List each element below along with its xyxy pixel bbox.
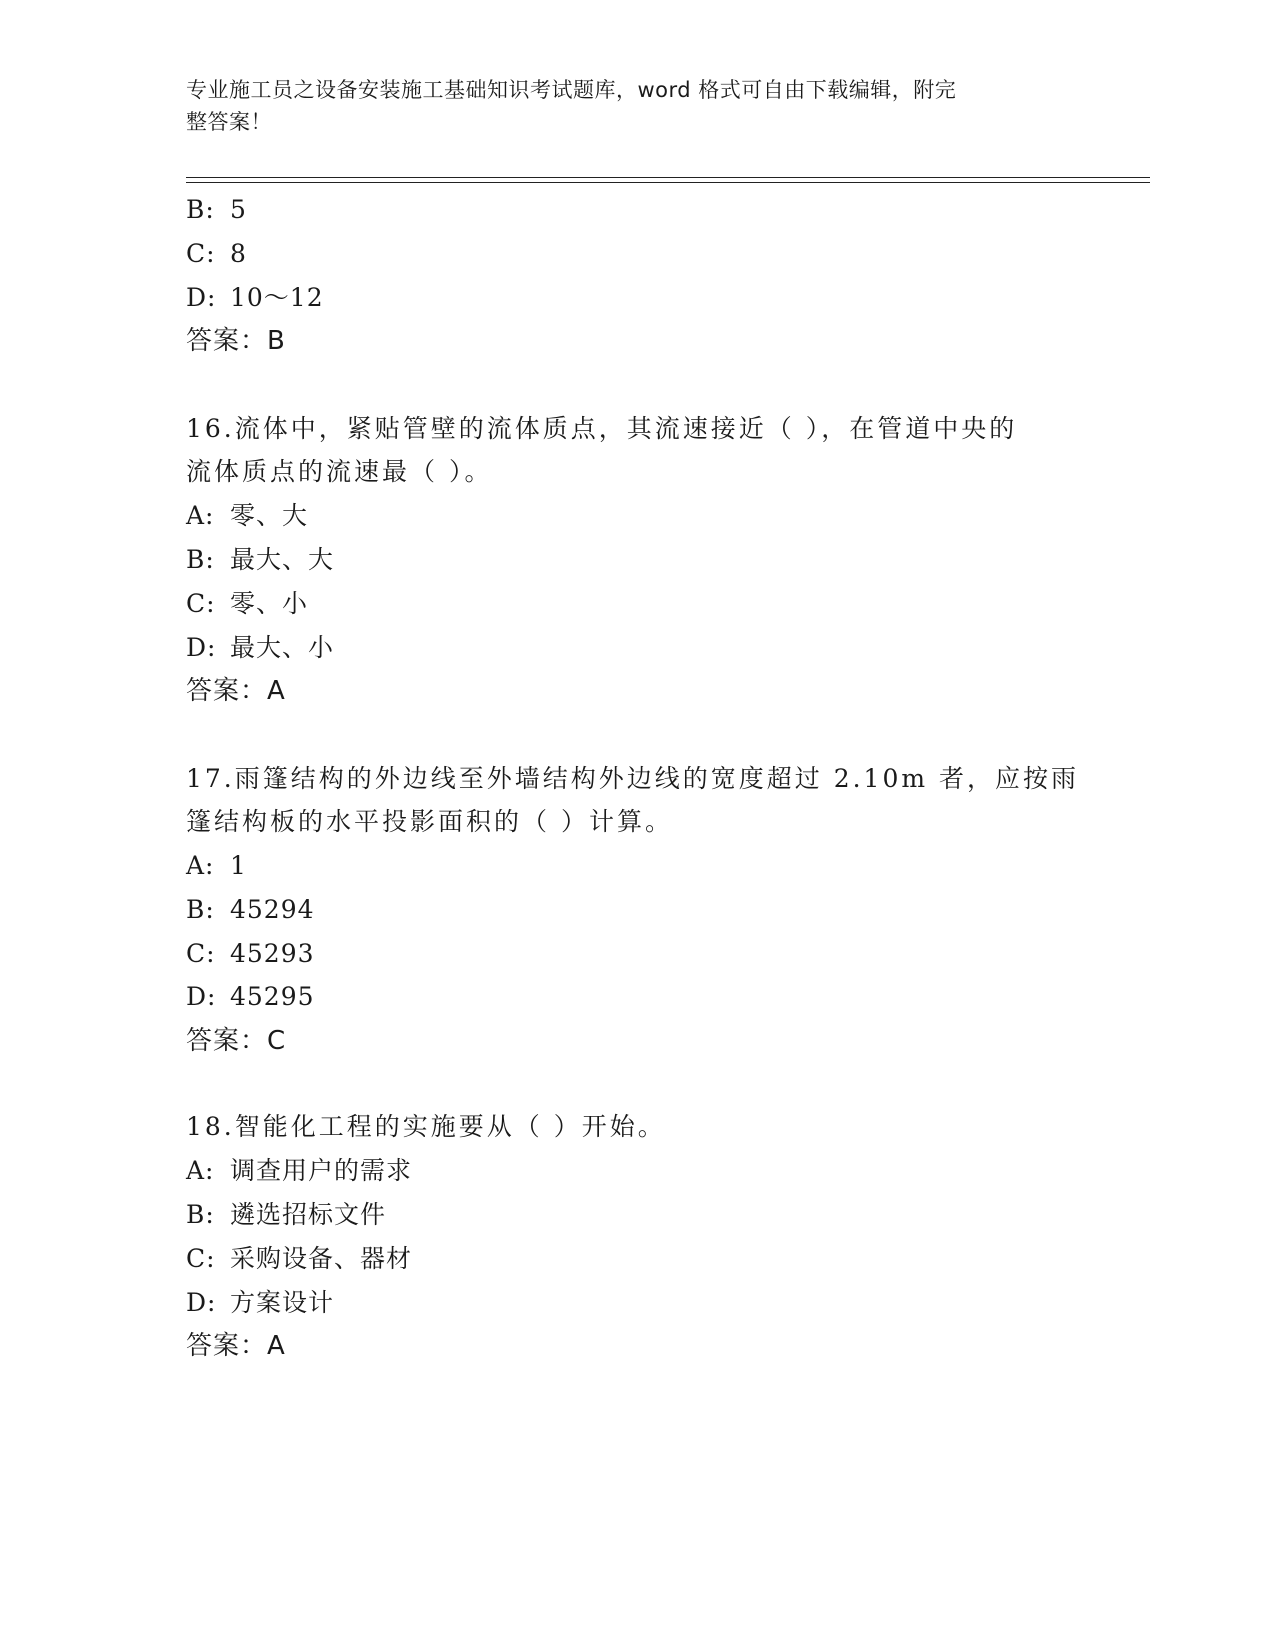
option-letter: A: (186, 501, 215, 530)
q18-answer: 答案：A (186, 1331, 286, 1361)
option-letter: C: (186, 1244, 216, 1273)
option-letter: A: (186, 851, 215, 880)
q18-option-d (186, 1286, 334, 1320)
q15-option-b (186, 193, 247, 227)
header-divider-bottom (186, 182, 1150, 183)
option-letter: C: (186, 239, 216, 268)
option-letter: A: (186, 1156, 215, 1185)
option-text: 方案设计 (230, 1288, 335, 1317)
option-letter: C: (186, 939, 216, 968)
option-text: 5 (230, 195, 247, 224)
q15-option-d (186, 281, 324, 315)
option-text: 45293 (230, 939, 315, 968)
document-header (186, 74, 1066, 138)
option-text: 最大、小 (230, 633, 335, 662)
option-text: 遴选招标文件 (230, 1200, 387, 1229)
q17-option-b (186, 893, 315, 927)
option-text: 8 (230, 239, 247, 268)
option-letter: D: (186, 982, 217, 1011)
header-line-1: 专业施工员之设备安装施工基础知识考试题库，word 格式可自由下载编辑，附完 (186, 78, 957, 102)
option-text: 调查用户的需求 (230, 1156, 413, 1185)
q16-option-a (186, 499, 308, 533)
option-text: 45295 (230, 982, 315, 1011)
option-text: 45294 (230, 895, 315, 924)
option-letter: B: (186, 1200, 215, 1229)
q16-question-line-1: 16.流体中，紧贴管壁的流体质点，其流速接近（ ），在管道中央的 (186, 414, 1018, 443)
q18-option-a (186, 1154, 412, 1188)
q17-answer: 答案：C (186, 1026, 287, 1056)
option-text: 零、小 (230, 589, 309, 618)
option-letter: C: (186, 589, 216, 618)
q17-option-d (186, 980, 315, 1014)
option-text: 最大、大 (230, 545, 335, 574)
q18-option-b (186, 1198, 386, 1232)
q17-option-a (186, 849, 247, 883)
option-text: 10～12 (230, 283, 324, 312)
option-letter: D: (186, 283, 217, 312)
q16-option-d (186, 631, 334, 665)
option-letter: D: (186, 1288, 217, 1317)
q18-option-c (186, 1242, 412, 1276)
q16-option-c (186, 587, 308, 621)
option-letter: B: (186, 195, 215, 224)
q17-question-line-2: 篷结构板的水平投影面积的（ ）计算。 (186, 807, 673, 836)
option-letter: D: (186, 633, 217, 662)
option-text: 1 (230, 851, 247, 880)
q16-option-b (186, 543, 334, 577)
q16-answer: 答案：A (186, 676, 286, 706)
q17-option-c (186, 937, 315, 971)
header-divider-top (186, 177, 1150, 178)
option-text: 零、大 (230, 501, 309, 530)
option-text: 采购设备、器材 (230, 1244, 413, 1273)
q17-question-line-1: 17.雨篷结构的外边线至外墙结构外边线的宽度超过 2.10m 者，应按雨 (186, 764, 1080, 793)
option-letter: B: (186, 895, 215, 924)
q15-answer: 答案：B (186, 326, 286, 356)
q18-question-line-1: 18.智能化工程的实施要从（ ）开始。 (186, 1112, 666, 1141)
q16-question-line-2: 流体质点的流速最（ ）。 (186, 457, 493, 486)
option-letter: B: (186, 545, 215, 574)
header-line-2: 整答案！ (186, 110, 272, 134)
q15-option-c (186, 237, 247, 271)
